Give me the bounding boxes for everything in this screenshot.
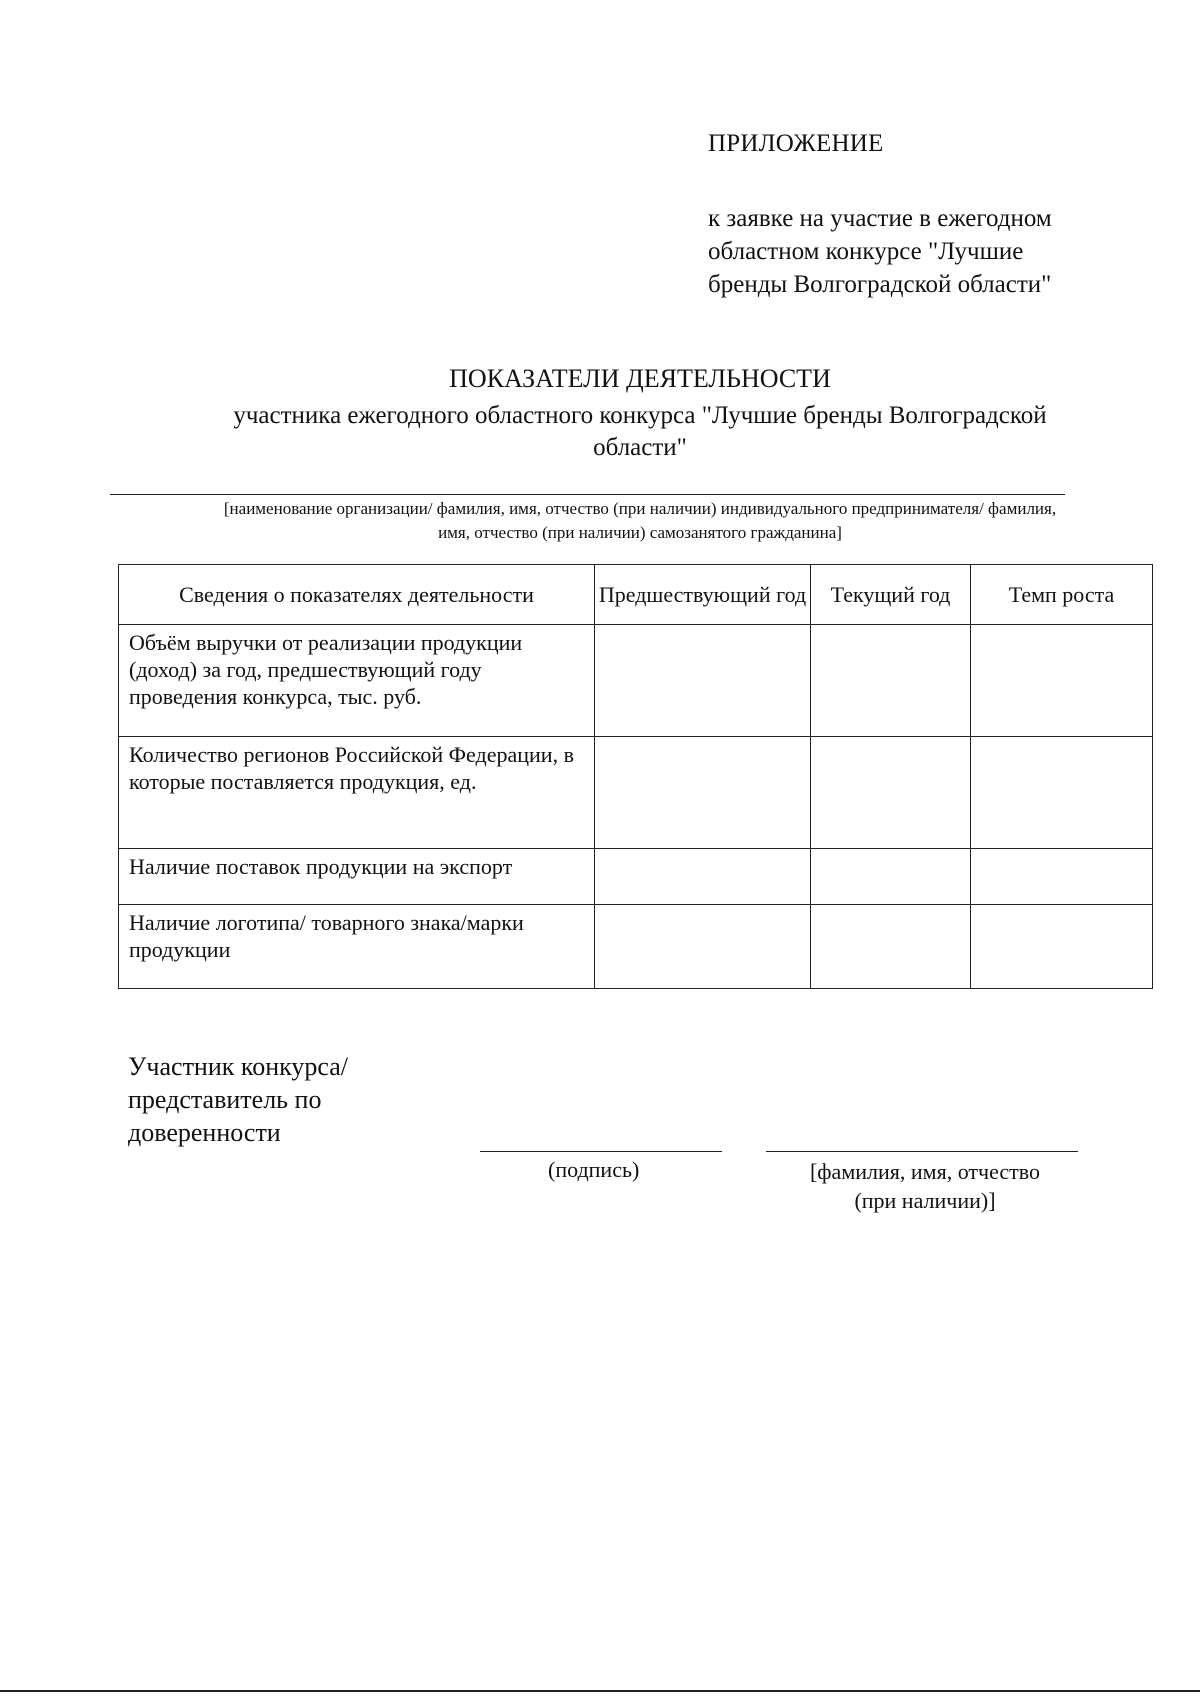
row-label: Наличие логотипа/ товарного знака/марки продукции <box>119 905 595 989</box>
appendix-title: ПРИЛОЖЕНИЕ <box>708 130 884 157</box>
cell-growth-rate[interactable] <box>971 849 1153 905</box>
table-row <box>119 625 1153 737</box>
row-label: Количество регионов Российской Федерации, в которые поставляется продукция, ед. <box>119 737 595 849</box>
cell-current-year[interactable] <box>811 625 971 737</box>
header-indicator: Сведения о показателях деятельности <box>119 565 595 625</box>
appendix-reference-line: областном конкурсе "Лучшие <box>708 238 1024 265</box>
header-growth-rate: Темп роста <box>971 565 1153 625</box>
cell-growth-rate[interactable] <box>971 737 1153 849</box>
header-previous-year: Предшествующий год <box>595 565 811 625</box>
indicators-table-wrapper <box>118 564 1152 988</box>
appendix-reference-line: к заявке на участие в ежегодном <box>708 205 1052 232</box>
indicators-table <box>118 564 1153 989</box>
document-subtitle-line: участника ежегодного областного конкурса "Лучшие бренды Волгоградской <box>233 402 1047 429</box>
signer-label-line: представитель по <box>128 1085 322 1114</box>
document-subtitle-line: области" <box>593 434 687 461</box>
signer-label <box>128 1050 348 1149</box>
cell-growth-rate[interactable] <box>971 905 1153 989</box>
header-current-year: Текущий год <box>811 565 971 625</box>
table-row <box>119 905 1153 989</box>
row-label: Объём выручки от реализации продукции (доход) за год, предшествующий году проведения конкурса, тыс. руб. <box>119 625 595 737</box>
cell-previous-year[interactable] <box>595 737 811 849</box>
cell-current-year[interactable] <box>811 905 971 989</box>
row-label: Наличие поставок продукции на экспорт <box>119 849 595 905</box>
signature-hint: (подпись) <box>548 1157 640 1182</box>
table-header-row <box>119 565 1153 625</box>
page-bottom-rule <box>0 1690 1200 1692</box>
signature-line[interactable] <box>480 1151 722 1152</box>
signer-name-hint-line: [фамилия, имя, отчество <box>809 1159 1041 1184</box>
signer-name-line[interactable] <box>766 1151 1078 1152</box>
cell-previous-year[interactable] <box>595 849 811 905</box>
cell-current-year[interactable] <box>811 849 971 905</box>
table-row <box>119 849 1153 905</box>
cell-previous-year[interactable] <box>595 625 811 737</box>
document-title: ПОКАЗАТЕЛИ ДЕЯТЕЛЬНОСТИ <box>449 364 831 393</box>
participant-name-hint-line: [наименование организации/ фамилия, имя, отчество (при наличии) индивидуального предпринимателя/ фамилия, <box>223 499 1057 518</box>
participant-name-line[interactable] <box>110 494 1065 495</box>
signer-name-hint-line: (при наличии)] <box>854 1188 996 1213</box>
document-subtitle <box>150 400 1130 464</box>
cell-current-year[interactable] <box>811 737 971 849</box>
appendix-reference-line: бренды Волгоградской области" <box>708 271 1052 298</box>
cell-growth-rate[interactable] <box>971 625 1153 737</box>
table-row <box>119 737 1153 849</box>
signer-label-line: доверенности <box>128 1118 281 1147</box>
cell-previous-year[interactable] <box>595 905 811 989</box>
participant-name-hint-line: имя, отчество (при наличии) самозанятого гражданина] <box>438 523 842 542</box>
appendix-reference <box>708 202 1052 301</box>
signer-name-hint <box>790 1157 1060 1215</box>
participant-name-hint <box>120 497 1160 545</box>
signer-label-line: Участник конкурса/ <box>128 1052 348 1081</box>
